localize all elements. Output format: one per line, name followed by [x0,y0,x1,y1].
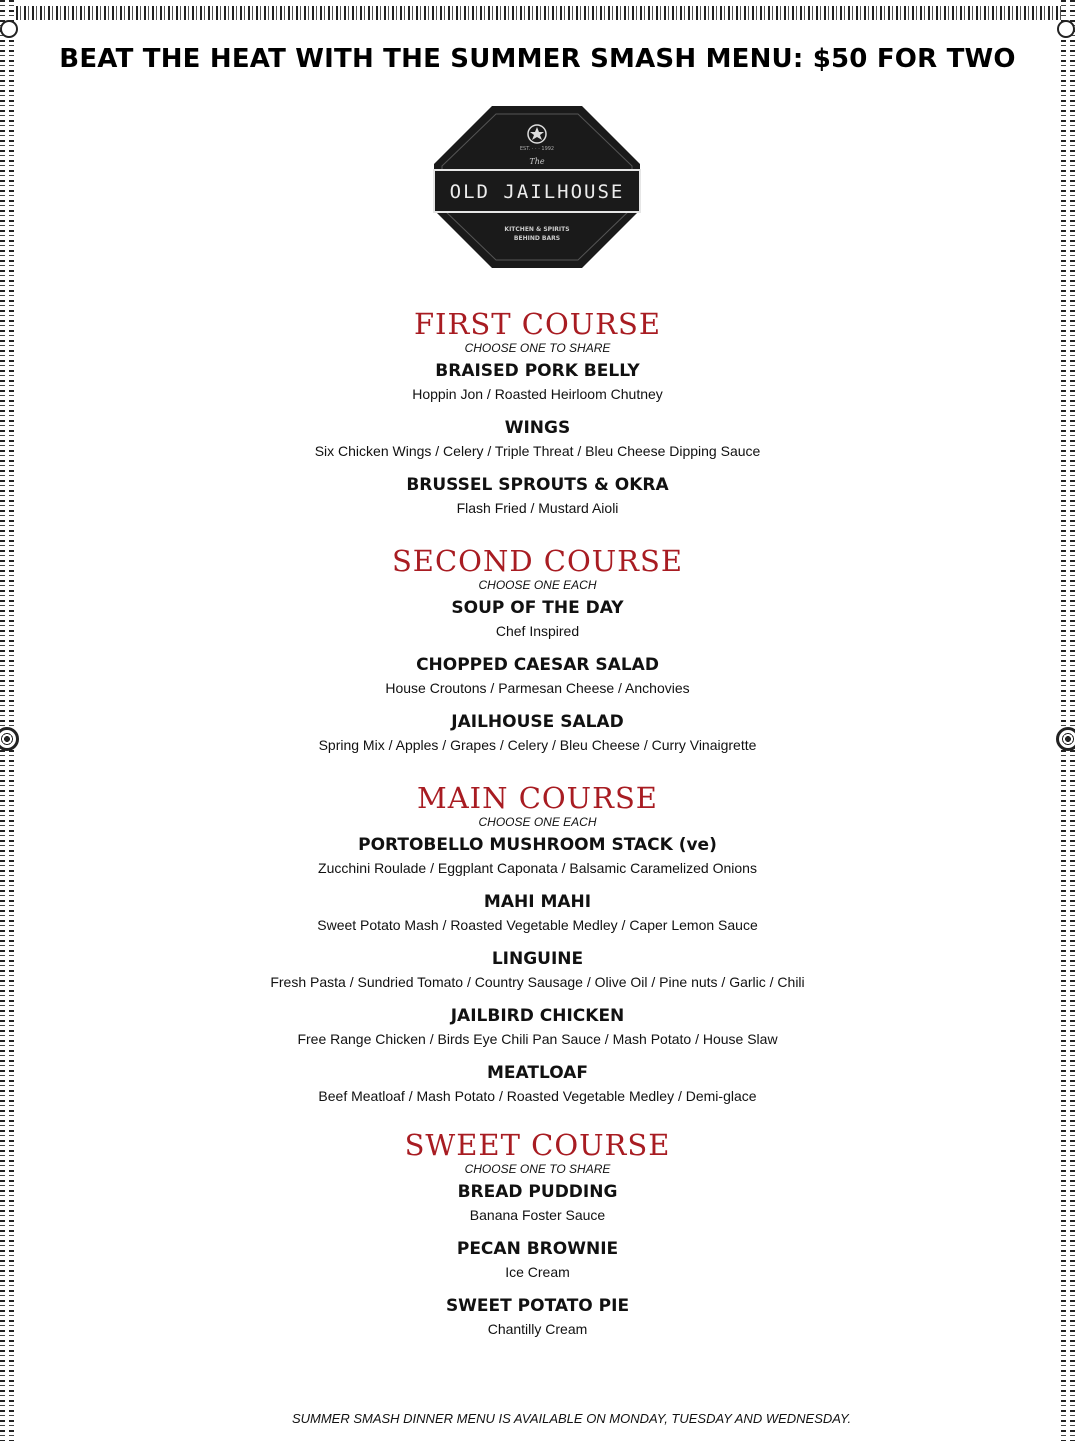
menu-item-description: Beef Meatloaf / Mash Potato / Roasted Vegetable Medley / Demi-glace [318,1088,757,1104]
corner-ornament-right [1057,20,1075,38]
menu-item-description: Spring Mix / Apples / Grapes / Celery / Bleu Cheese / Curry Vinaigrette [318,737,757,753]
sweet-course-section [0,1129,1075,1338]
course-note: CHOOSE ONE TO SHARE [464,1162,611,1176]
menu-item-name: SOUP OF THE DAY [451,598,624,618]
menu-item-description: Free Range Chicken / Birds Eye Chili Pan Sauce / Mash Potato / House Slaw [297,1031,778,1047]
corner-ornament-left [0,20,18,38]
menu-item-name: PECAN BROWNIE [456,1239,619,1259]
menu-item-name: LINGUINE [491,949,584,969]
menu-item-name: MEATLOAF [487,1063,588,1083]
menu-item-description: Fresh Pasta / Sundried Tomato / Country Sausage / Olive Oil / Pine nuts / Garlic / Chili [270,974,805,990]
menu-item-description: Flash Fried / Mustard Aioli [456,500,619,516]
old-jailhouse-logo [432,104,642,270]
menu-item-name: BRUSSEL SPROUTS & OKRA [406,475,669,495]
menu-item-name: BREAD PUDDING [457,1182,618,1202]
menu-item-description: Banana Foster Sauce [469,1207,606,1223]
menu-item-name: PORTOBELLO MUSHROOM STACK (ve) [358,835,717,855]
svg-text:BEHIND BARS: BEHIND BARS [513,235,561,242]
menu-item-description: Chef Inspired [495,623,580,639]
menu-item-name: WINGS [504,418,571,438]
menu-item-description: House Croutons / Parmesan Cheese / Anchovies [385,680,690,696]
course-note: CHOOSE ONE EACH [478,578,597,592]
menu-item-name: BRAISED PORK BELLY [435,361,640,381]
svg-text:EST. · · · 1992: EST. · · · 1992 [519,146,555,152]
svg-text:KITCHEN & SPIRITS: KITCHEN & SPIRITS [504,226,570,233]
menu-item-name: SWEET POTATO PIE [445,1296,630,1316]
menu-item-description: Sweet Potato Mash / Roasted Vegetable Medley / Caper Lemon Sauce [317,917,758,933]
svg-text:OLD JAILHOUSE: OLD JAILHOUSE [449,181,625,203]
menu-headline: BEAT THE HEAT WITH THE SUMMER SMASH MENU: $50 FOR TWO [59,44,1016,74]
menu-item-description: Hoppin Jon / Roasted Heirloom Chutney [412,386,663,402]
main-course-section [0,782,1075,1105]
menu-item-description: Chantilly Cream [487,1321,588,1337]
menu-item-description: Ice Cream [505,1264,570,1280]
course-title: MAIN COURSE [417,781,658,815]
svg-text:The: The [529,157,545,166]
menu-item-name: CHOPPED CAESAR SALAD [416,655,659,675]
course-title: SECOND COURSE [391,544,684,578]
menu-item-description: Six Chicken Wings / Celery / Triple Threat / Bleu Cheese Dipping Sauce [314,443,761,459]
menu-item-name: JAILBIRD CHICKEN [450,1006,625,1026]
course-title: SWEET COURSE [404,1128,671,1162]
course-title: FIRST COURSE [413,307,662,341]
second-course-section [0,545,1075,754]
course-note: CHOOSE ONE TO SHARE [464,341,611,355]
course-note: CHOOSE ONE EACH [478,815,597,829]
rope-border-top [0,0,1075,26]
menu-item-description: Zucchini Roulade / Eggplant Caponata / Balsamic Caramelized Onions [318,860,757,876]
menu-item-name: JAILHOUSE SALAD [451,712,624,732]
menu-item-name: MAHI MAHI [483,892,592,912]
availability-footer: SUMMER SMASH DINNER MENU IS AVAILABLE ON MONDAY, TUESDAY AND WEDNESDAY. [291,1411,852,1426]
first-course-section [0,308,1075,517]
